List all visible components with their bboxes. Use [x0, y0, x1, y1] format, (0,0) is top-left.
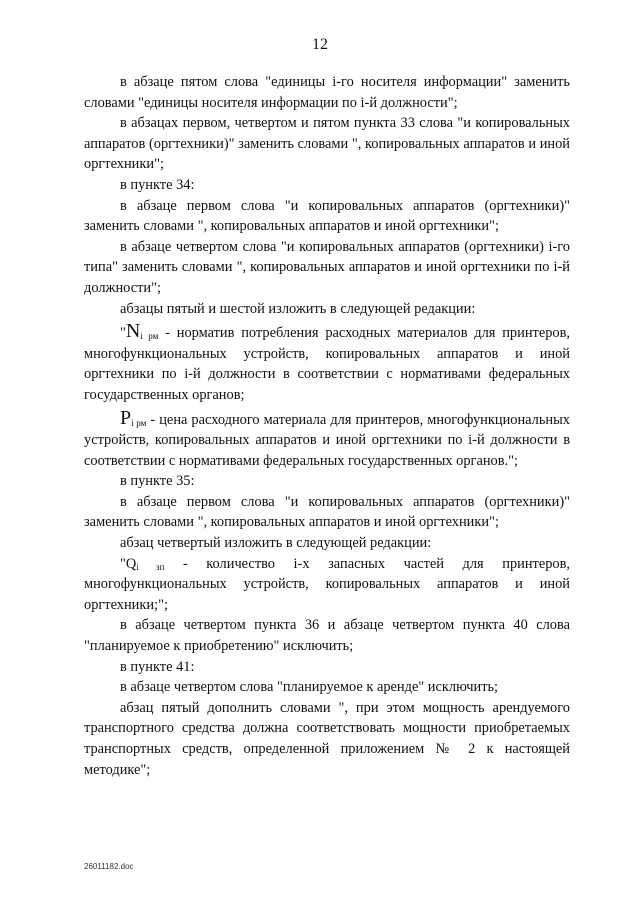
file-name-footer: 26011182.doc [84, 862, 134, 871]
paragraph-12-text: - количество i-х запасных частей для принтеров, многофункциональных устройств, копировальных аппаратов и иной оргтехники;"; [84, 555, 570, 613]
paragraph-6: абзацы пятый и шестой изложить в следующей редакции: [120, 300, 476, 317]
page-number: 12 [312, 36, 328, 53]
paragraph-2: в абзацах первом, четвертом и пятом пункта 33 слова "и копировальных аппаратов (оргтехники)" заменить словами ", копировальных аппаратов и иной оргтехники"; [84, 115, 570, 173]
paragraph-4: в абзаце первом слова "и копировальных аппаратов (оргтехники)" заменить словами ", копировальных аппаратов и иной оргтехники"; [84, 197, 570, 235]
paragraph-13: в абзаце четвертом пункта 36 и абзаце четвертом пункта 40 слова "планируемое к приобретению" исключить; [84, 617, 570, 655]
formula-symbol: P [120, 406, 132, 429]
paragraph-8-text: - цена расходного материала для принтеров, многофункциональных устройств, копировальных аппаратов и иной оргтехники по i-й должности в соответствии с нормативами федеральных государственных органов."; [84, 411, 570, 469]
paragraph-9: в пункте 35: [120, 473, 195, 490]
paragraph-7 [84, 320, 570, 405]
formula-subscript: i рм [131, 417, 147, 428]
formula-subscript: i зп [136, 561, 165, 572]
formula-prefix: " [120, 325, 126, 342]
formula-subscript: i рм [140, 331, 159, 342]
paragraph-8 [84, 406, 570, 472]
paragraph-16: абзац пятый дополнить словами ", при этом мощность арендуемого транспортного средства должна соответствовать мощности приобретаемых транспортных средств, определенной приложением № 2 к настоящей методике"; [84, 699, 570, 778]
paragraph-11: абзац четвертый изложить в следующей редакции: [120, 535, 432, 552]
formula-symbol: N [125, 320, 141, 343]
paragraph-10: в абзаце первом слова "и копировальных аппаратов (оргтехники)" заменить словами ", копировальных аппаратов и иной оргтехники"; [84, 493, 570, 531]
document-body [84, 72, 570, 780]
paragraph-1: в абзаце пятом слова "единицы i-го носителя информации" заменить словами "единицы носителя информации по i-й должности"; [84, 74, 570, 111]
paragraph-14: в пункте 41: [120, 658, 195, 675]
paragraph-5: в абзаце четвертом слова "и копировальных аппаратов (оргтехники) i-го типа" заменить словами ", копировальных аппаратов и иной оргтехники по i-й должности"; [84, 238, 570, 296]
formula-symbol: Q [125, 555, 137, 572]
paragraph-7-text: - норматив потребления расходных материалов для принтеров, многофункциональных устройств, копировальных аппаратов и иной оргтехники по i-й должности в соответствии с нормативами федеральных государственных органов; [84, 325, 570, 403]
paragraph-3: в пункте 34: [120, 176, 195, 193]
paragraph-15: в абзаце четвертом слова "планируемое к аренде" исключить; [120, 679, 499, 696]
formula-prefix: " [120, 555, 126, 572]
paragraph-12 [84, 554, 570, 616]
